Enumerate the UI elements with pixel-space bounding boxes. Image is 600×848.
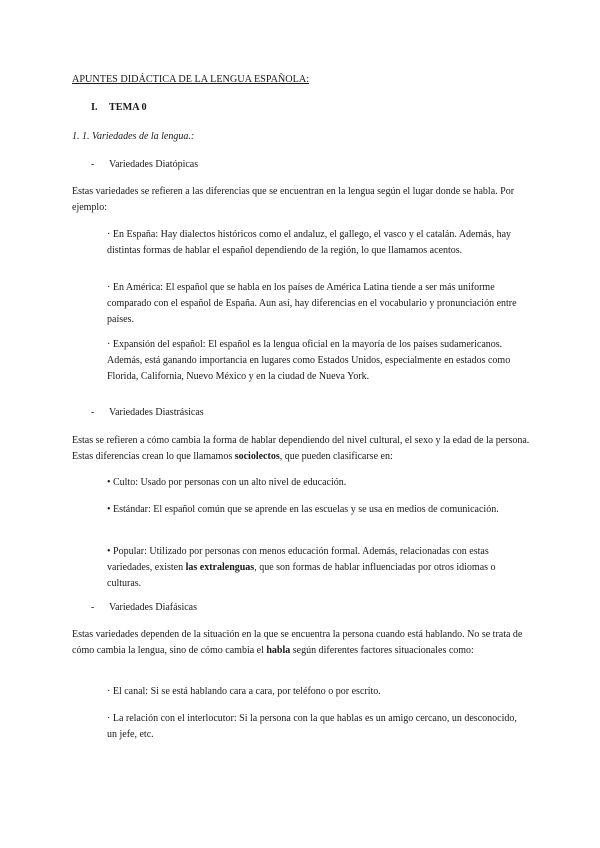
list-heading-diastraticas (91, 405, 204, 421)
list-heading-label: Variedades Diafásicas (109, 602, 198, 613)
dash-marker: - (91, 602, 95, 613)
text-run: , que pueden clasificarse en: (279, 451, 393, 462)
bullet-espana: · En España: Hay dialectos históricos como el andaluz, el gallego, el vasco y el catalán. Además, hay distintas formas de hablar el español dependiendo de la región, lo que llamamos acentos. (107, 229, 512, 256)
text-run: Estas se refieren a cómo cambia la forma de hablar dependiendo del nivel cultural, el sexo y la edad de la persona. Estas diferencias crean lo que llamamos (72, 435, 530, 462)
section-label: TEMA 0 (109, 102, 147, 113)
dash-marker: - (91, 159, 95, 170)
bullet-estandar: • Estándar: El español común que se aprende en las escuelas y se usa en medios de comunicación. (107, 504, 499, 515)
bullet-culto: • Culto: Usado por personas con un alto nivel de educación. (107, 477, 347, 488)
list-heading-diafasicas (91, 600, 197, 616)
document-title: APUNTES DIDÁCTICA DE LA LENGUA ESPAÑOLA: (72, 74, 310, 85)
section-number: I. (91, 102, 98, 113)
bullet-canal: · El canal: Si se está hablando cara a cara, por teléfono o por escrito. (107, 686, 381, 697)
paragraph-diatopicas-intro: Estas variedades se refieren a las diferencias que se encuentran en la lengua según el lugar donde se habla. Por ejemplo: (72, 186, 515, 213)
bullet-popular (107, 544, 525, 592)
bullet-america: · En América: El español que se habla en los países de América Latina tiende a ser más uniforme comparado con el español de España. Aun así, hay diferencias en el vocabulario y pronunciación entre países. (107, 282, 517, 325)
list-heading-label: Variedades Diatópicas (109, 159, 199, 170)
text-run: • Popular: Utilizado por personas con menos educación formal. Además, relacionadas con estas variedades, existen (107, 546, 489, 573)
subsection-heading: 1. 1. Variedades de la lengua.: (72, 131, 195, 142)
text-run: , que son formas de hablar influenciadas por otros idiomas o culturas. (107, 562, 496, 589)
text-run: Estas variedades dependen de la situación en la que se encuentra la persona cuando está hablando. No se trata de cómo cambia la lengua, sino de cómo cambia el (72, 629, 523, 656)
bold-term: habla (266, 645, 291, 656)
text-run: según diferentes factores situacionales como: (290, 645, 474, 656)
section-heading-tema (91, 100, 147, 116)
list-heading-label: Variedades Diastrásicas (109, 407, 204, 418)
bold-term: las extralenguas (185, 562, 255, 573)
paragraph-diastraticas-intro (72, 433, 532, 465)
bold-term: sociolectos (234, 451, 280, 462)
paragraph-diafasicas-intro (72, 627, 532, 659)
bullet-interlocutor: · La relación con el interlocutor: Si la persona con la que hablas es un amigo cercano, un desconocido, un jefe, etc. (107, 713, 517, 740)
list-heading-diatopicas (91, 157, 198, 173)
dash-marker: - (91, 407, 95, 418)
bullet-expansion: · Expansión del español: El español es la lengua oficial en la mayoría de los países sudamericanos. Además, está ganando importancia en lugares como Estados Unidos, especialmente en estados como Florida, California, Nuevo México y en la ciudad de Nueva York. (107, 339, 511, 382)
